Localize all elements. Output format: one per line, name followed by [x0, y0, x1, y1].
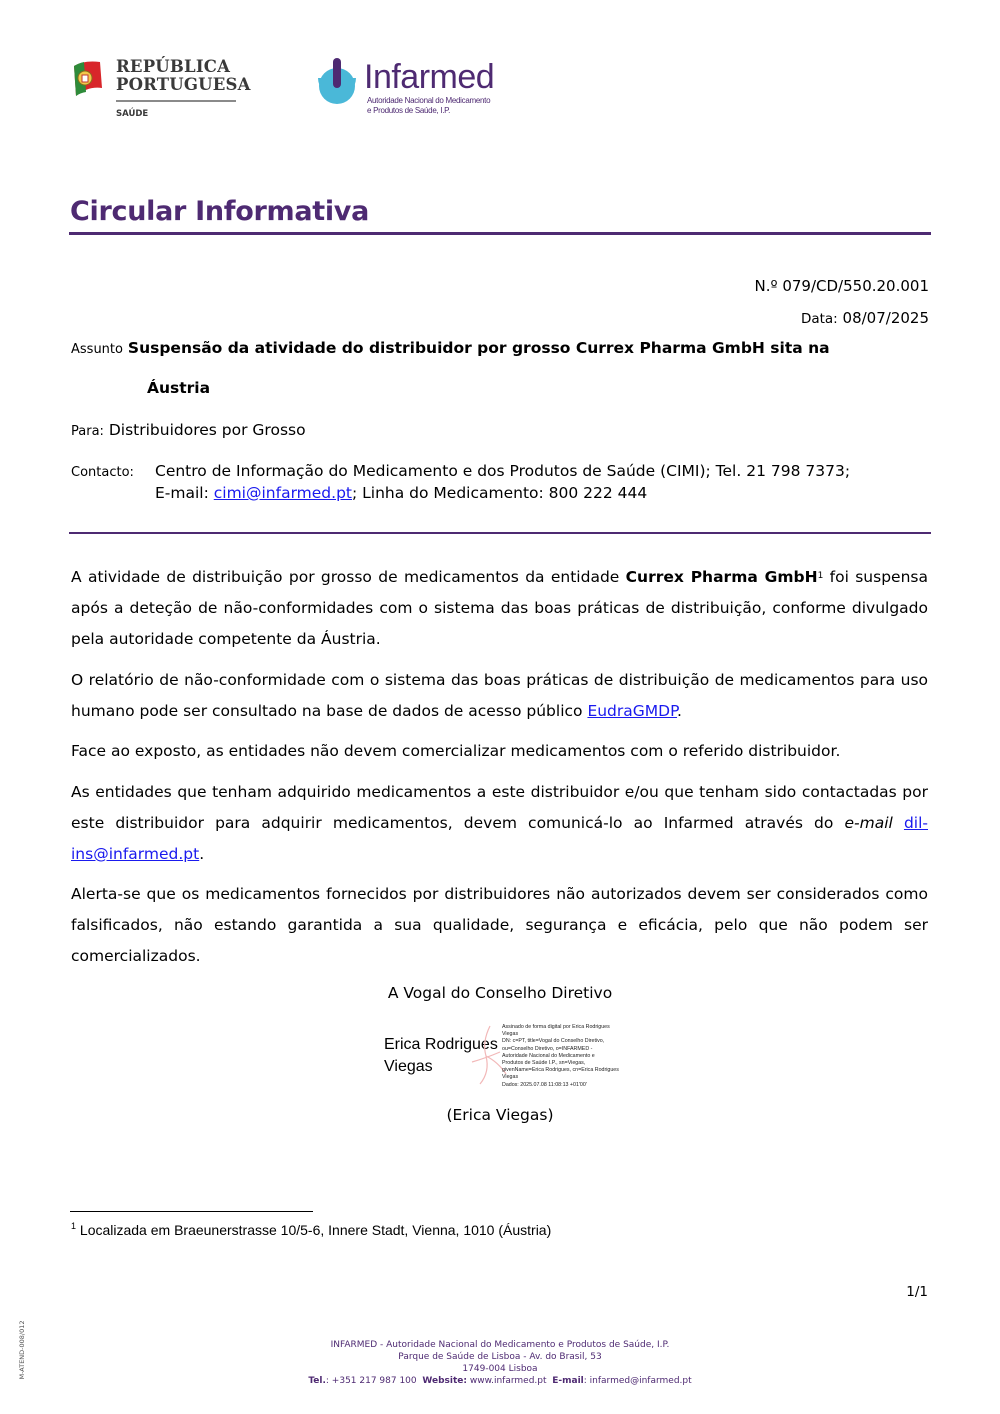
document-date	[801, 309, 929, 327]
footer-tel-value: : +351 217 987 100	[325, 1376, 417, 1386]
signature-detail-line: Assinado de forma digital por Erica Rodrigues	[502, 1024, 610, 1030]
reference-number: N.º 079/CD/550.20.001	[754, 277, 929, 295]
footnote-marker[interactable]: 1	[817, 571, 824, 581]
p5-text: Alerta-se que os medicamentos fornecidos por distribuidores não autorizados devem ser considerados como falsificados, não estando garantida a sua qualidade, segurança e eficácia, pelo que não podem ser comercializados.	[71, 885, 928, 965]
paragraph-2	[71, 665, 928, 727]
contact-line-2	[155, 482, 850, 504]
recipient-value: Distribuidores por Grosso	[108, 421, 306, 439]
paragraph-4	[71, 777, 928, 870]
signature-detail-line: givenName=Erica Rodrigues, cn=Erica Rodrigues	[502, 1067, 619, 1074]
infarmed-subtitle	[367, 96, 490, 116]
logo-line-1: REPÚBLICA	[116, 57, 231, 76]
p2-text-end: .	[677, 702, 682, 720]
signature-detail-line: Viegas	[502, 1074, 519, 1081]
signature-detail-line: ou=Conselho Diretivo, o=INFARMED -	[502, 1045, 593, 1052]
p4-text-start: As entidades que tenham adquirido medicamentos a este distribuidor e/ou que tenham sido contactadas por este distribuidor para adquirir medicamentos, devem comunicá-lo ao Infarmed através do	[71, 783, 928, 832]
page-title: Circular Informativa	[70, 196, 370, 227]
signature-name-line-1: Erica Rodrigues	[384, 1036, 498, 1053]
footnote-text: Localizada em Braeunerstrasse 10/5-6, Innere Stadt, Vienna, 1010 (Áustria)	[79, 1222, 552, 1238]
infarmed-wordmark: Infarmed	[364, 58, 495, 96]
contact-phone-line: ; Linha do Medicamento: 800 222 444	[352, 484, 648, 502]
contact-details	[155, 460, 850, 504]
footer-org-name: INFARMED - Autoridade Nacional do Medicamento e Produtos de Saúde, I.P.	[330, 1340, 670, 1350]
infarmed-mark-icon	[312, 56, 362, 106]
footer-email-value[interactable]: : infarmed@infarmed.pt	[583, 1376, 692, 1386]
signature-detail-line: DN: c=PT, title=Vogal do Conselho Diretivo,	[502, 1038, 605, 1045]
signature-detail-line: Dados: 2025.07.08 11:08:13 +01'00'	[502, 1081, 587, 1088]
paragraph-5	[71, 879, 928, 972]
republica-portuguesa-logo	[70, 57, 251, 122]
contact-email-prefix: E-mail:	[155, 484, 214, 502]
subject-label: Assunto	[71, 342, 123, 357]
infarmed-logo	[312, 56, 495, 122]
portugal-flag-icon	[70, 58, 106, 106]
page-footer	[0, 1339, 1000, 1387]
date-value: 08/07/2025	[842, 309, 929, 327]
p4-space	[893, 814, 904, 832]
footnote-number: 1	[71, 1221, 77, 1231]
title-divider	[69, 232, 931, 235]
dil-ins-email-link[interactable]: dil-ins@infarmed.pt	[71, 814, 928, 863]
contact-email-link[interactable]: cimi@infarmed.pt	[213, 484, 352, 502]
p1-text-start: A atividade de distribuição por grosso de medicamentos da entidade	[71, 568, 626, 586]
p3-text: Face ao exposto, as entidades não devem comercializar medicamentos com o referido distribuidor.	[71, 742, 841, 760]
subject-text-continued: Áustria	[147, 379, 211, 397]
infarmed-subtitle-line-1: Autoridade Nacional do Medicamento	[367, 96, 491, 105]
p1-text-end: foi suspensa após a deteção de não-conformidades com o sistema das boas práticas de distribuição, conforme divulgado pela autoridade competente da Áustria.	[71, 568, 928, 648]
subject-line	[71, 339, 830, 357]
footer-website-value[interactable]: www.infarmed.pt	[466, 1376, 547, 1386]
contact-label-wrap	[71, 460, 134, 484]
paragraph-3	[71, 736, 928, 767]
recipient-label: Para:	[71, 424, 104, 439]
paragraph-1	[71, 562, 928, 655]
signer-printed-name: (Erica Viegas)	[446, 1106, 554, 1124]
contact-line-1: Centro de Informação do Medicamento e dos Produtos de Saúde (CIMI); Tel. 21 798 7373;	[155, 462, 851, 480]
signature-detail-line: Produtos de Saúde I.P., sn=Viegas,	[502, 1060, 586, 1067]
infarmed-subtitle-line-2: e Produtos de Saúde, I.P.	[367, 106, 451, 115]
footer-website-label: Website:	[422, 1376, 467, 1386]
footer-tel-label: Tel.	[308, 1376, 326, 1386]
logo-line-2: PORTUGUESA	[116, 75, 251, 94]
republica-portuguesa-wordmark	[116, 58, 251, 94]
footer-postal-code: 1749-004 Lisboa	[462, 1364, 538, 1374]
eudragmdp-link[interactable]: EudraGMDP	[587, 702, 678, 720]
recipient-line	[71, 421, 306, 439]
footnote	[71, 1222, 551, 1238]
signature-name-line-2: Viegas	[384, 1058, 433, 1075]
p2-text-start: O relatório de não-conformidade com o sistema das boas práticas de distribuição de medicamentos para uso humano pode ser consultado na base de dados de acesso público	[71, 671, 928, 720]
p4-italic-email: e-mail	[844, 814, 893, 832]
signature-detail-line: Autoridade Nacional do Medicamento e	[502, 1052, 595, 1059]
footer-contacts	[0, 1375, 1000, 1387]
signer-role: A Vogal do Conselho Diretivo	[387, 984, 613, 1002]
signature-detail-line: Viegas	[502, 1031, 519, 1038]
footer-address: Parque de Saúde de Lisboa - Av. do Brasil, 53	[398, 1352, 602, 1362]
page-number: 1/1	[906, 1284, 928, 1300]
form-code: M-ATEND-008/012	[18, 1320, 26, 1380]
entity-name: Currex Pharma GmbH	[625, 568, 818, 586]
p4-text-end: .	[199, 845, 205, 863]
footnote-separator	[70, 1211, 313, 1212]
digital-signature-details	[502, 1024, 627, 1089]
logo-divider	[116, 100, 236, 102]
subject-text: Suspensão da atividade do distribuidor por grosso Currex Pharma GmbH sita na	[127, 339, 830, 357]
date-label: Data:	[800, 311, 838, 327]
footer-email-label: E-mail	[552, 1376, 584, 1386]
contact-label: Contacto:	[71, 465, 134, 480]
header-separator	[69, 532, 931, 534]
logo-subtitle-saude: SAÚDE	[116, 109, 149, 119]
